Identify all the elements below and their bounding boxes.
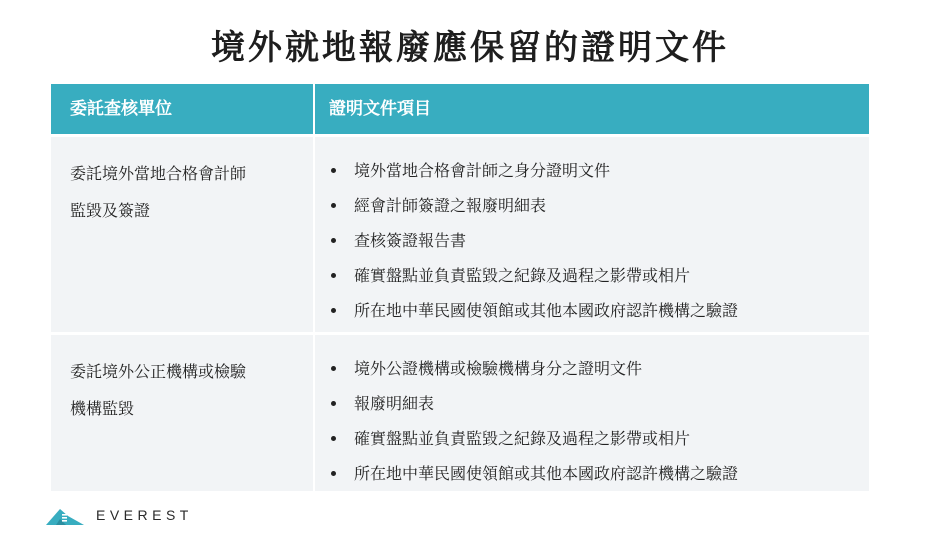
list-item: 經會計師簽證之報廢明細表	[329, 188, 869, 223]
table-row	[51, 137, 869, 332]
table-header	[51, 84, 869, 134]
unit-cell	[51, 335, 315, 491]
documents-table	[51, 84, 869, 491]
documents-cell	[315, 137, 869, 332]
list-item: 確實盤點並負責監毀之紀錄及過程之影帶或相片	[329, 258, 869, 293]
brand-name: EVEREST	[96, 507, 193, 523]
table-row	[51, 332, 869, 491]
mountain-logo-icon	[46, 505, 84, 525]
list-item: 境外當地合格會計師之身分證明文件	[329, 153, 869, 188]
list-item: 確實盤點並負責監毀之紀錄及過程之影帶或相片	[329, 421, 869, 456]
unit-line: 機構監毀	[70, 399, 135, 418]
unit-line: 監毀及簽證	[70, 201, 151, 220]
documents-list	[315, 351, 869, 491]
list-item: 所在地中華民國使領館或其他本國政府認許機構之驗證	[329, 293, 869, 328]
unit-line: 委託境外公正機構或檢驗	[70, 362, 247, 381]
list-item: 境外公證機構或檢驗機構身分之證明文件	[329, 351, 869, 386]
list-item: 所在地中華民國使領館或其他本國政府認許機構之驗證	[329, 456, 869, 491]
unit-line: 委託境外當地合格會計師	[70, 164, 247, 183]
header-unit: 委託查核單位	[51, 84, 315, 134]
list-item: 報廢明細表	[329, 386, 869, 421]
documents-cell	[315, 335, 869, 491]
list-item: 查核簽證報告書	[329, 223, 869, 258]
documents-list	[315, 153, 869, 328]
footer	[46, 505, 193, 525]
page-title: 境外就地報廢應保留的證明文件	[211, 28, 729, 68]
unit-cell	[51, 137, 315, 332]
header-documents: 證明文件項目	[329, 99, 431, 119]
